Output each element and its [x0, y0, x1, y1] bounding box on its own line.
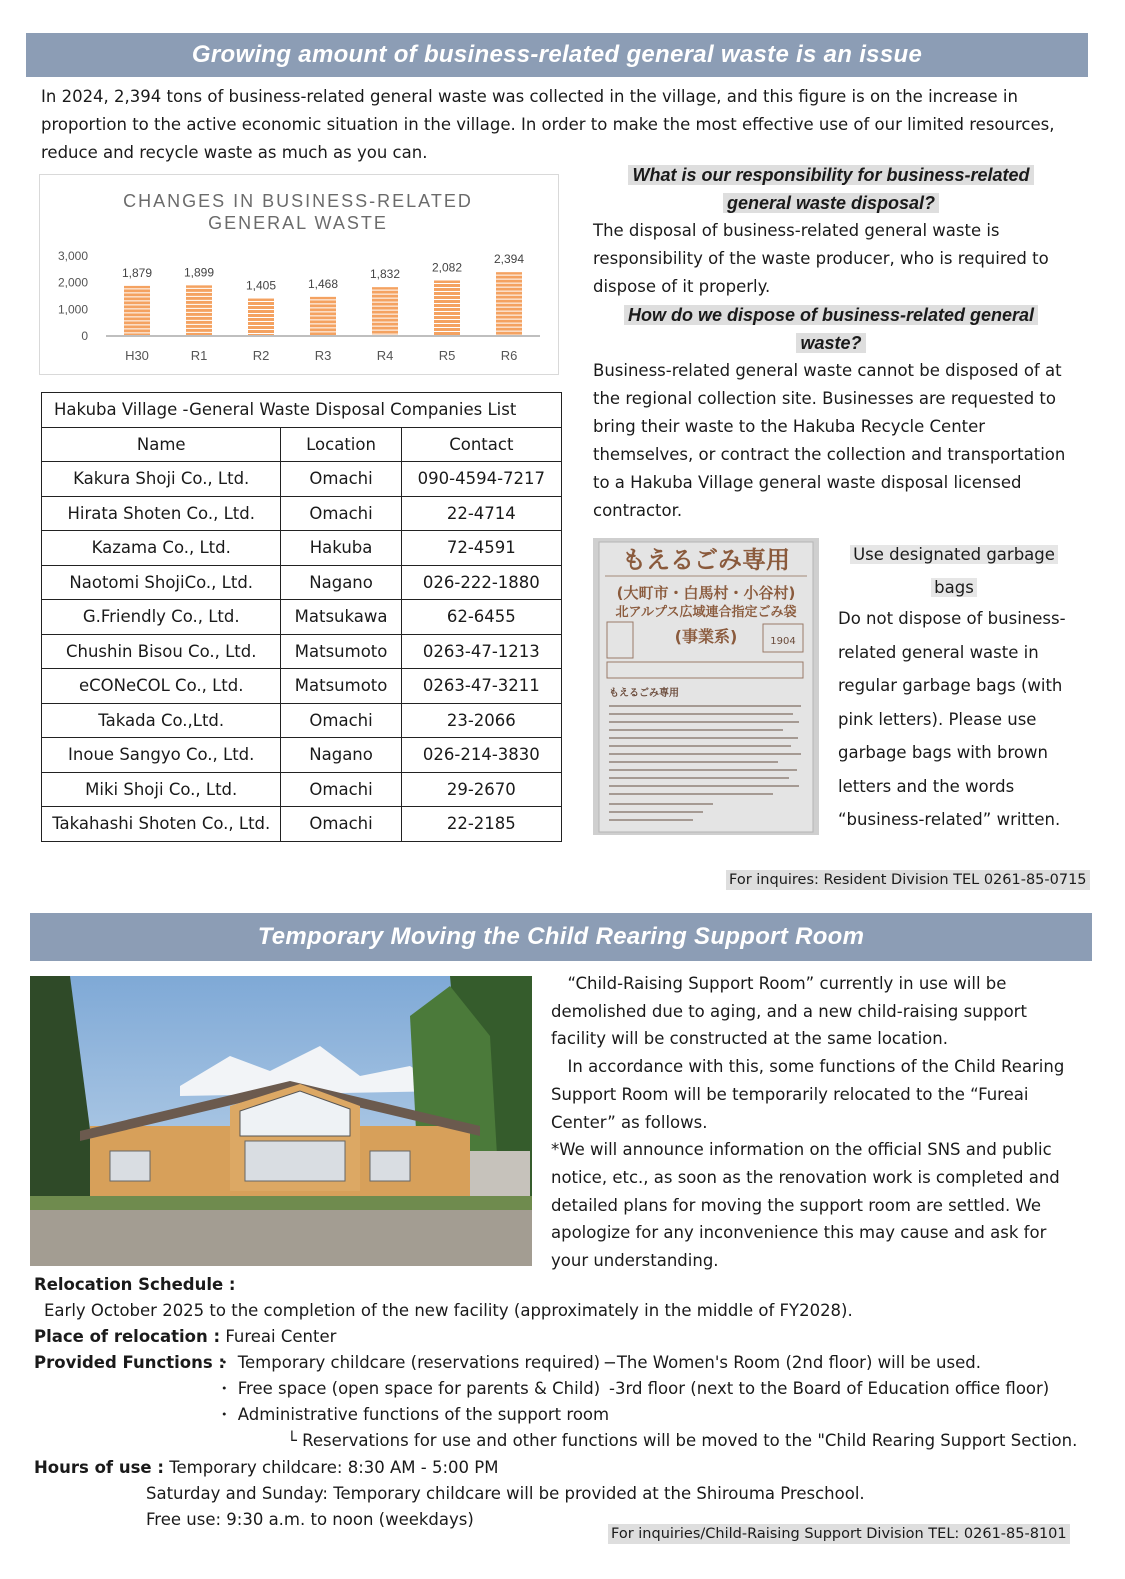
- place-value: Fureai Center: [225, 1327, 337, 1346]
- col-header-location: Location: [281, 427, 401, 462]
- x-tick-label: R5: [438, 348, 456, 363]
- company-name-cell: Kakura Shoji Co., Ltd.: [42, 462, 281, 497]
- company-name-cell: eCONeCOL Co., Ltd.: [42, 669, 281, 704]
- chart-bar-group: [246, 279, 276, 363]
- table-row: [42, 531, 562, 566]
- chart-bar: [496, 272, 522, 336]
- chart-bar-group: [370, 267, 400, 363]
- chart-bar-group: [494, 252, 524, 363]
- q2-heading-line1: How do we dispose of business-related general: [624, 305, 1038, 325]
- bag-towns: (大町市・白馬村・小谷村): [616, 584, 796, 602]
- table-row: [42, 462, 562, 497]
- col-header-name: Name: [42, 427, 281, 462]
- child-room-p3: *We will announce information on the official SNS and public notice, etc., as soon as the renovation work is completed and detailed plans for moving the support room are settled. We apologize for any inconvenience this may cause and ask for your understanding.: [551, 1140, 1060, 1271]
- x-tick-label: H30: [125, 348, 149, 363]
- section-banner-waste: Growing amount of business-related general waste is an issue: [26, 33, 1088, 77]
- function-1-note: −The Women's Room (2nd floor) will be used.: [603, 1353, 981, 1372]
- table-row: [42, 703, 562, 738]
- x-tick-label: R6: [500, 348, 518, 363]
- waste-intro-text: In 2024, 2,394 tons of business-related general waste was collected in the village, and this figure is on the increase in proportion to the active economic situation in the village. In order to make the most effective use of our limited resources, reduce and recycle waste as much as you can.: [41, 87, 1055, 162]
- bag-title: もえるごみ専用: [622, 546, 790, 574]
- company-contact-cell: 0263-47-1213: [401, 634, 561, 669]
- child-room-text: [551, 970, 1081, 1275]
- company-contact-cell: 22-2185: [401, 807, 561, 842]
- bag-code: 1904: [770, 636, 796, 647]
- relocation-schedule-value: Early October 2025 to the completion of the new facility (approximately in the middle of FY2028).: [44, 1301, 853, 1320]
- chart-data-label: 1,899: [183, 265, 215, 280]
- q1-heading-line1: What is our responsibility for business-related: [628, 165, 1033, 185]
- chart-bar-group: [308, 277, 338, 363]
- bags-heading: [838, 538, 1070, 604]
- bags-body: Do not dispose of business-related general waste in regular garbage bags (with pink letters). Please use garbage bags with brown letters and the words “business-related” written.: [838, 609, 1066, 829]
- y-tick-label: 2,000: [57, 275, 88, 290]
- function-2: ・ Free space (open space for parents & Child): [216, 1379, 601, 1398]
- child-room-p1: “Child-Raising Support Room” currently in use will be demolished due to aging, and a new child-raising support facility will be constructed at the same location.: [551, 974, 1027, 1049]
- reloc-label: Relocation Schedule :: [34, 1275, 236, 1294]
- q2-heading: [593, 301, 1069, 357]
- table-row: [42, 669, 562, 704]
- function-4: └ Reservations for use and other functions will be moved to the "Child Rearing Support Section.: [287, 1431, 1078, 1450]
- x-tick-label: R2: [252, 348, 270, 363]
- q2-body: Business-related general waste cannot be disposed of at the regional collection site. Businesses are requested to bring their waste to the Hakuba Recycle Center themselves, or contract the collection and transportation to a Hakuba Village general waste disposal licensed contractor.: [593, 361, 1066, 520]
- y-tick-label: 0: [81, 329, 88, 343]
- company-location-cell: Omachi: [281, 807, 401, 842]
- hours-3: Free use: 9:30 a.m. to noon (weekdays): [146, 1510, 474, 1529]
- company-contact-cell: 026-222-1880: [401, 565, 561, 600]
- hours-of-use: [34, 1455, 498, 1481]
- x-tick-label: R3: [314, 348, 332, 363]
- section-banner-child-rearing: Temporary Moving the Child Rearing Support Room: [30, 913, 1092, 961]
- building-illustration: [30, 976, 532, 1266]
- table-header-row: [42, 427, 562, 462]
- company-name-cell: Naotomi ShojiCo., Ltd.: [42, 565, 281, 600]
- bag-kind: (事業系): [674, 627, 738, 646]
- company-location-cell: Omachi: [281, 772, 401, 807]
- table-row: [42, 772, 562, 807]
- table-row: [42, 634, 562, 669]
- garbage-bag-photo: [593, 538, 819, 835]
- chart-title-line2: GENERAL WASTE: [208, 213, 388, 233]
- company-contact-cell: 72-4591: [401, 531, 561, 566]
- function-3: ・ Administrative functions of the support room: [216, 1405, 610, 1424]
- relocation-schedule-label: [34, 1272, 236, 1298]
- waste-chart: [39, 174, 559, 375]
- table-row: [42, 600, 562, 635]
- company-name-cell: Inoue Sangyo Co., Ltd.: [42, 738, 281, 773]
- hours-1: Temporary childcare: 8:30 AM - 5:00 PM: [169, 1458, 499, 1477]
- col-header-contact: Contact: [401, 427, 561, 462]
- y-tick-label: 3,000: [57, 249, 88, 263]
- company-name-cell: Hirata Shoten Co., Ltd.: [42, 496, 281, 531]
- company-location-cell: Omachi: [281, 703, 401, 738]
- company-contact-cell: 29-2670: [401, 772, 561, 807]
- company-location-cell: Nagano: [281, 738, 401, 773]
- company-location-cell: Nagano: [281, 565, 401, 600]
- x-tick-label: R4: [376, 348, 394, 363]
- q1-body: The disposal of business-related general waste is responsibility of the waste producer, who is required to dispose of it properly.: [593, 221, 1049, 296]
- chart-data-label: 2,394: [493, 252, 525, 267]
- chart-data-label: 2,082: [431, 260, 463, 275]
- table-row: [42, 496, 562, 531]
- table-row: [42, 738, 562, 773]
- table-row: [42, 565, 562, 600]
- company-name-cell: Kazama Co., Ltd.: [42, 531, 281, 566]
- y-tick-label: 1,000: [57, 302, 88, 317]
- company-name-cell: Takada Co.,Ltd.: [42, 703, 281, 738]
- company-location-cell: Matsukawa: [281, 600, 401, 635]
- table-row: [42, 807, 562, 842]
- chart-bar-group: [122, 266, 152, 363]
- functions-label: [34, 1350, 225, 1376]
- chart-data-label: 1,832: [369, 267, 401, 282]
- chart-bar-group: [184, 265, 214, 363]
- company-contact-cell: 0263-47-3211: [401, 669, 561, 704]
- place-label: Place of relocation :: [34, 1327, 221, 1346]
- company-location-cell: Matsumoto: [281, 634, 401, 669]
- bag-section-label: もえるごみ専用: [609, 688, 679, 699]
- company-contact-cell: 62-6455: [401, 600, 561, 635]
- building-photo: [30, 976, 532, 1266]
- inquiry-child-raising-division: For inquiries/Child-Raising Support Division TEL: 0261-85-8101: [608, 1524, 1070, 1544]
- garbage-bag-illustration: [593, 538, 819, 835]
- bag-sub: 北アルプス広域連合指定ごみ袋: [615, 605, 797, 620]
- chart-data-label: 1,879: [121, 265, 153, 280]
- company-contact-cell: 026-214-3830: [401, 738, 561, 773]
- company-contact-cell: 090-4594-7217: [401, 462, 561, 497]
- company-list-table: [41, 392, 562, 842]
- hours-2: Saturday and Sunday: Temporary childcare will be provided at the Shirouma Preschool.: [146, 1484, 865, 1503]
- hours-label: Hours of use :: [34, 1458, 164, 1477]
- func-label: Provided Functions :: [34, 1353, 226, 1372]
- relocation-place: [34, 1324, 336, 1350]
- q2-heading-line2: waste?: [796, 333, 865, 353]
- chart-bar-group: [432, 260, 462, 363]
- q1-heading-line2: general waste disposal?: [723, 193, 939, 213]
- function-2-note: -3rd floor (next to the Board of Education office floor): [609, 1379, 1050, 1398]
- company-contact-cell: 23-2066: [401, 703, 561, 738]
- company-location-cell: Matsumoto: [281, 669, 401, 704]
- chart-title-line1: CHANGES IN BUSINESS-RELATED: [123, 191, 473, 211]
- company-name-cell: Chushin Bisou Co., Ltd.: [42, 634, 281, 669]
- chart-data-label: 1,468: [307, 276, 339, 291]
- chart-bar: [310, 297, 336, 336]
- x-tick-label: R1: [190, 348, 208, 363]
- q1-heading: [593, 161, 1069, 217]
- company-location-cell: Omachi: [281, 496, 401, 531]
- waste-chart-svg: [40, 175, 560, 376]
- company-location-cell: Omachi: [281, 462, 401, 497]
- company-name-cell: G.Friendly Co., Ltd.: [42, 600, 281, 635]
- child-room-p2: In accordance with this, some functions of the Child Rearing Support Room will be temporarily relocated to the “Fureai Center” as follows.: [551, 1057, 1065, 1132]
- function-1: ・ Temporary childcare (reservations required): [216, 1353, 601, 1372]
- bags-heading-line1: Use designated garbage: [850, 545, 1058, 564]
- bags-heading-line2: bags: [931, 578, 977, 597]
- company-name-cell: Takahashi Shoten Co., Ltd.: [42, 807, 281, 842]
- company-contact-cell: 22-4714: [401, 496, 561, 531]
- company-location-cell: Hakuba: [281, 531, 401, 566]
- inquiry-resident-division: For inquires: Resident Division TEL 0261-85-0715: [726, 870, 1090, 890]
- chart-data-label: 1,405: [245, 278, 277, 293]
- table-caption: Hakuba Village -General Waste Disposal Companies List: [42, 393, 562, 428]
- company-name-cell: Miki Shoji Co., Ltd.: [42, 772, 281, 807]
